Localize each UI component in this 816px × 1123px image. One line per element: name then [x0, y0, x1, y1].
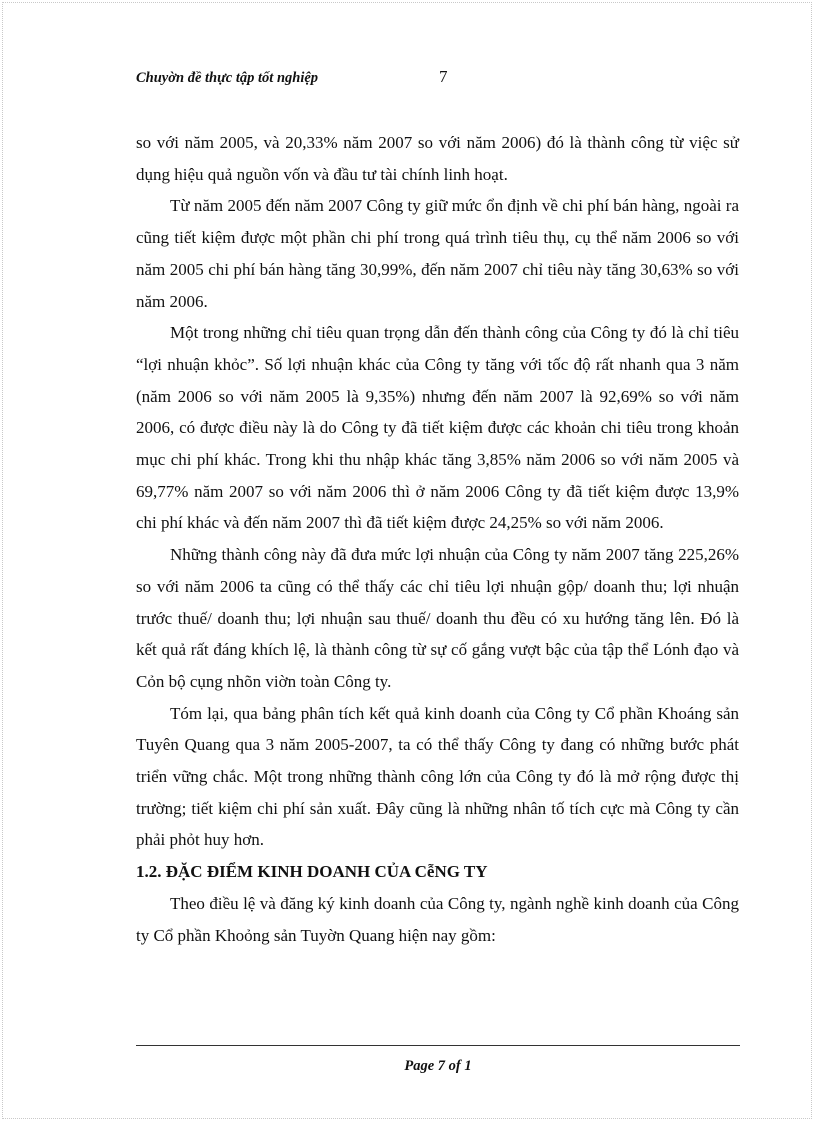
- paragraph-selling-costs: Từ năm 2005 đến năm 2007 Công ty giữ mức ổn định về chi phí bán hàng, ngoài ra cũng tiết kiệm được một phần chi phí trong quá trình tiêu thụ, cụ thể năm 2006 so với năm 2005 chi phí bán hàng tăng 30,99%, đến năm 2007 chỉ tiêu này tăng 30,63% so với năm 2006.: [136, 196, 739, 311]
- header-title: Chuyờn đề thực tập tốt nghiệp: [136, 70, 319, 86]
- header-page-number: 7: [439, 67, 448, 86]
- footer-divider: [136, 1045, 740, 1046]
- document-body: [136, 127, 739, 951]
- paragraph-continuation: so với năm 2005, và 20,33% năm 2007 so với năm 2006) đó là thành công từ việc sử dụng hiệu quả nguồn vốn và đầu tư tài chính linh hoạt.: [136, 133, 739, 184]
- paragraph-other-profit: Một trong những chỉ tiêu quan trọng dẫn đến thành công của Công ty đó là chỉ tiêu “lợi nhuận khỏc”. Số lợi nhuận khác của Công ty tăng với tốc độ rất nhanh qua 3 năm (năm 2006 so với năm 2005 là 9,35%) nhưng đến năm 2007 là 92,69% so với năm 2006, có được điều này là do Công ty đã tiết kiệm được các khoản chi tiêu trong khoản mục chi phí khác. Trong khi thu nhập khác tăng 3,85% năm 2006 so với năm 2005 và 69,77% năm 2007 so với năm 2006 thì ở năm 2006 Công ty đã tiết kiệm được 13,9% chi phí khác và đến năm 2007 thì đã tiết kiệm được 24,25% so với năm 2006.: [136, 323, 739, 533]
- section-heading: 1.2. ĐẶC ĐIỂM KINH DOANH CỦA CễNG TY: [136, 862, 488, 882]
- footer-page-label: Page 7 of 1: [404, 1058, 472, 1074]
- paragraph-business-lines: Theo điều lệ và đăng ký kinh doanh của Công ty, ngành nghề kinh doanh của Công ty Cổ phần Khoỏng sản Tuyờn Quang hiện nay gồm:: [136, 893, 739, 945]
- paragraph-summary: Tóm lại, qua bảng phân tích kết quả kinh doanh của Công ty Cổ phần Khoáng sản Tuyên Quang qua 3 năm 2005-2007, ta có thể thấy Công ty đang có những bước phát triển vững chắc. Một trong những thành công lớn của Công ty đó là mở rộng được thị trường; tiết kiệm chi phí sản xuất. Đây cũng là những nhân tố tích cực mà Công ty cần phải phỏt huy hơn.: [136, 703, 739, 850]
- paragraph-profit-growth: Những thành công này đã đưa mức lợi nhuận của Công ty năm 2007 tăng 225,26% so với năm 2006 ta cũng có thể thấy các chỉ tiêu lợi nhuận gộp/ doanh thu; lợi nhuận trước thuế/ doanh thu; lợi nhuận sau thuế/ doanh thu đều có xu hướng tăng lên. Đó là kết quả rất đáng khích lệ, là thành công từ sự cố gắng vượt bậc của tập thể Lónh đạo và Cỏn bộ cụng nhõn viờn toàn Công ty.: [136, 545, 739, 691]
